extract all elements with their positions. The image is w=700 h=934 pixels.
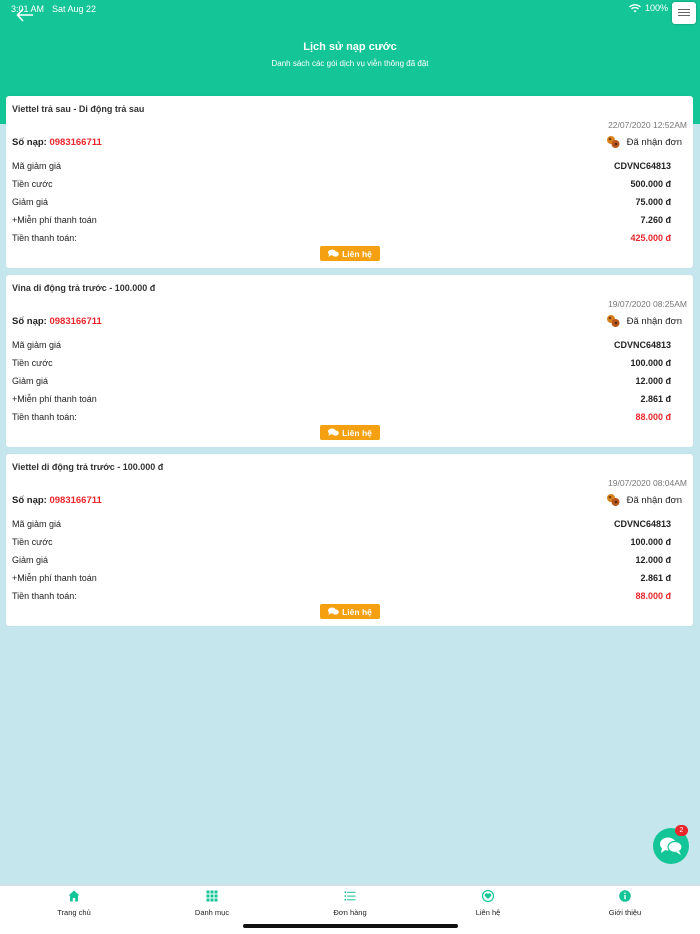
discount-row [12, 197, 671, 207]
total-row [12, 591, 671, 601]
order-status-text: Đã nhận đơn [626, 315, 682, 327]
discount-code-value: CDVNC64813 [613, 340, 671, 350]
order-phone-row [12, 137, 102, 148]
order-phone: 0983166711 [49, 495, 102, 506]
discount-row [12, 376, 671, 386]
order-status [606, 314, 682, 328]
delivery-status-icon [606, 135, 620, 149]
home-icon [68, 890, 80, 902]
total-row [12, 412, 671, 422]
chat-bubbles-icon [659, 836, 683, 856]
menu-icon[interactable] [672, 2, 696, 24]
fee-value: 500.000 đ [630, 179, 671, 189]
chat-badge: 2 [675, 825, 688, 836]
order-date: 19/07/2020 08:04AM [608, 478, 687, 488]
payment-fee-value: 7.260 đ [640, 215, 671, 225]
phone-label: Số nạp: [12, 495, 47, 506]
fee-label: Tiền cước [12, 179, 53, 189]
order-phone-row [12, 495, 102, 506]
payment-fee-row [12, 215, 671, 225]
nav-item-home[interactable] [24, 890, 124, 917]
discount-row [12, 555, 671, 565]
discount-value: 75.000 đ [635, 197, 671, 207]
fee-value: 100.000 đ [630, 358, 671, 368]
back-arrow-icon[interactable] [16, 8, 34, 22]
order-status [606, 135, 682, 149]
status-time: 3:01 AM [11, 4, 45, 14]
page-title: Lịch sử nạp cước [303, 41, 397, 53]
order-phone-row [12, 316, 102, 327]
total-label: Tiền thanh toán: [12, 233, 77, 243]
delivery-status-icon [606, 493, 620, 507]
order-card[interactable] [6, 96, 693, 268]
order-phone: 0983166711 [49, 137, 102, 148]
nav-label: Liên hệ [475, 908, 501, 917]
discount-value: 12.000 đ [635, 376, 671, 386]
nav-label: Giới thiệu [608, 908, 642, 917]
order-status-text: Đã nhận đơn [626, 136, 682, 148]
order-card[interactable] [6, 275, 693, 447]
discount-label: Giảm giá [12, 376, 49, 386]
order-status-text: Đã nhận đơn [626, 494, 682, 506]
fee-label: Tiền cước [12, 537, 53, 547]
payment-fee-label: +Miễn phí thanh toán [12, 394, 97, 404]
discount-code-value: CDVNC64813 [613, 161, 671, 171]
fee-value: 100.000 đ [630, 537, 671, 547]
payment-fee-value: 2.861 đ [640, 573, 671, 583]
delivery-status-icon [606, 314, 620, 328]
payment-fee-label: +Miễn phí thanh toán [12, 215, 97, 225]
nav-label: Trang chủ [57, 908, 91, 917]
phone-label: Số nạp: [12, 137, 47, 148]
contact-button-label: Liên hệ [342, 248, 372, 259]
total-value: 88.000 đ [635, 591, 671, 601]
home-indicator [243, 924, 458, 928]
order-list [6, 96, 693, 633]
total-row [12, 233, 671, 243]
info-icon [619, 890, 631, 902]
order-title: Viettel di động trả trước - 100.000 đ [12, 462, 164, 472]
list-icon [344, 890, 356, 902]
nav-item-about[interactable] [575, 890, 675, 917]
order-title: Viettel trả sau - Di động trả sau [12, 104, 145, 114]
status-bar [0, 0, 700, 18]
contact-button[interactable] [320, 425, 380, 440]
discount-code-label: Mã giảm giá [12, 340, 62, 350]
order-status [606, 493, 682, 507]
contact-button[interactable] [320, 604, 380, 619]
discount-code-value: CDVNC64813 [613, 519, 671, 529]
discount-label: Giảm giá [12, 197, 49, 207]
total-value: 88.000 đ [635, 412, 671, 422]
phone-label: Số nạp: [12, 316, 47, 327]
page-subtitle: Danh sách các gói dịch vụ viễn thông đã đặt [271, 59, 429, 68]
chat-icon [328, 607, 339, 616]
order-card[interactable] [6, 454, 693, 626]
order-date: 19/07/2020 08:25AM [608, 299, 687, 309]
discount-code-row [12, 161, 671, 171]
status-date: Sat Aug 22 [52, 4, 97, 14]
discount-code-row [12, 519, 671, 529]
payment-fee-label: +Miễn phí thanh toán [12, 573, 97, 583]
discount-label: Giảm giá [12, 555, 49, 565]
total-value: 425.000 đ [630, 233, 671, 243]
nav-item-categories[interactable] [162, 890, 262, 917]
contact-button-label: Liên hệ [342, 606, 372, 617]
battery-percent: 100% [644, 3, 668, 13]
nav-label: Danh mục [194, 908, 230, 917]
order-title: Vina di động trả trước - 100.000 đ [12, 283, 156, 293]
chat-icon [328, 428, 339, 437]
chat-icon [328, 249, 339, 258]
payment-fee-value: 2.861 đ [640, 394, 671, 404]
order-phone: 0983166711 [49, 316, 102, 327]
discount-code-label: Mã giảm giá [12, 519, 62, 529]
fee-row [12, 179, 671, 189]
nav-item-orders[interactable] [300, 890, 400, 917]
payment-fee-row [12, 573, 671, 583]
contact-button[interactable] [320, 246, 380, 261]
grid-icon [206, 890, 218, 902]
contact-button-label: Liên hệ [342, 427, 372, 438]
nav-item-contact[interactable] [438, 890, 538, 917]
fee-row [12, 537, 671, 547]
fee-row [12, 358, 671, 368]
heart-icon [482, 890, 494, 902]
payment-fee-row [12, 394, 671, 404]
fee-label: Tiền cước [12, 358, 53, 368]
order-date: 22/07/2020 12:52AM [608, 120, 687, 130]
wifi-icon [629, 4, 641, 13]
total-label: Tiền thanh toán: [12, 412, 77, 422]
nav-label: Đơn hàng [333, 908, 367, 917]
discount-code-row [12, 340, 671, 350]
discount-value: 12.000 đ [635, 555, 671, 565]
discount-code-label: Mã giảm giá [12, 161, 62, 171]
total-label: Tiền thanh toán: [12, 591, 77, 601]
